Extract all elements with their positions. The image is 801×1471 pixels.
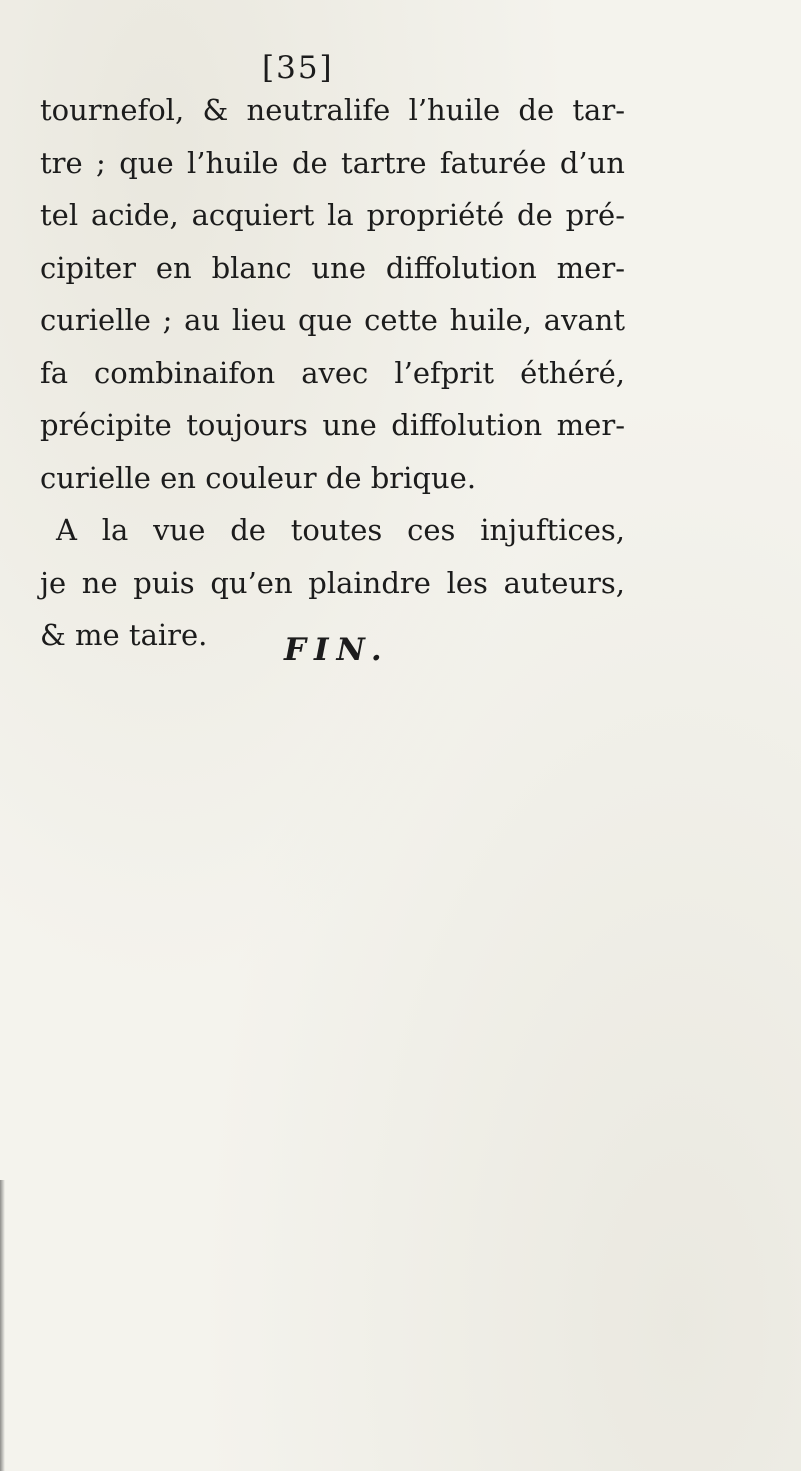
text-line: je ne puis qu’en plaindre les auteurs, (40, 565, 625, 600)
page-edge-shadow (0, 1180, 5, 1471)
body-text (40, 84, 625, 662)
text-line: A la vue de toutes ces injuftices, (56, 513, 625, 547)
text-line: tel acide, acquiert la propriété de pré- (40, 198, 625, 232)
text-line: curielle ; au lieu que cette huile, avant (40, 303, 625, 337)
text-line: cipiter en blanc une diffolution mer- (40, 250, 625, 285)
page-number: [35] (262, 50, 334, 86)
text-line: fa combinaifon avec l’efprit éthéré, (40, 355, 625, 390)
text-line: tournefol, & neutralife l’huile de tar- (40, 93, 625, 127)
fin-heading: FIN. (284, 632, 390, 668)
text-line: tre ; que l’huile de tartre faturée d’un (40, 145, 625, 180)
text-line: curielle en couleur de brique. (40, 460, 477, 495)
text-line: & me taire. (40, 618, 208, 652)
text-line: précipite toujours une diffolution mer- (40, 408, 625, 442)
